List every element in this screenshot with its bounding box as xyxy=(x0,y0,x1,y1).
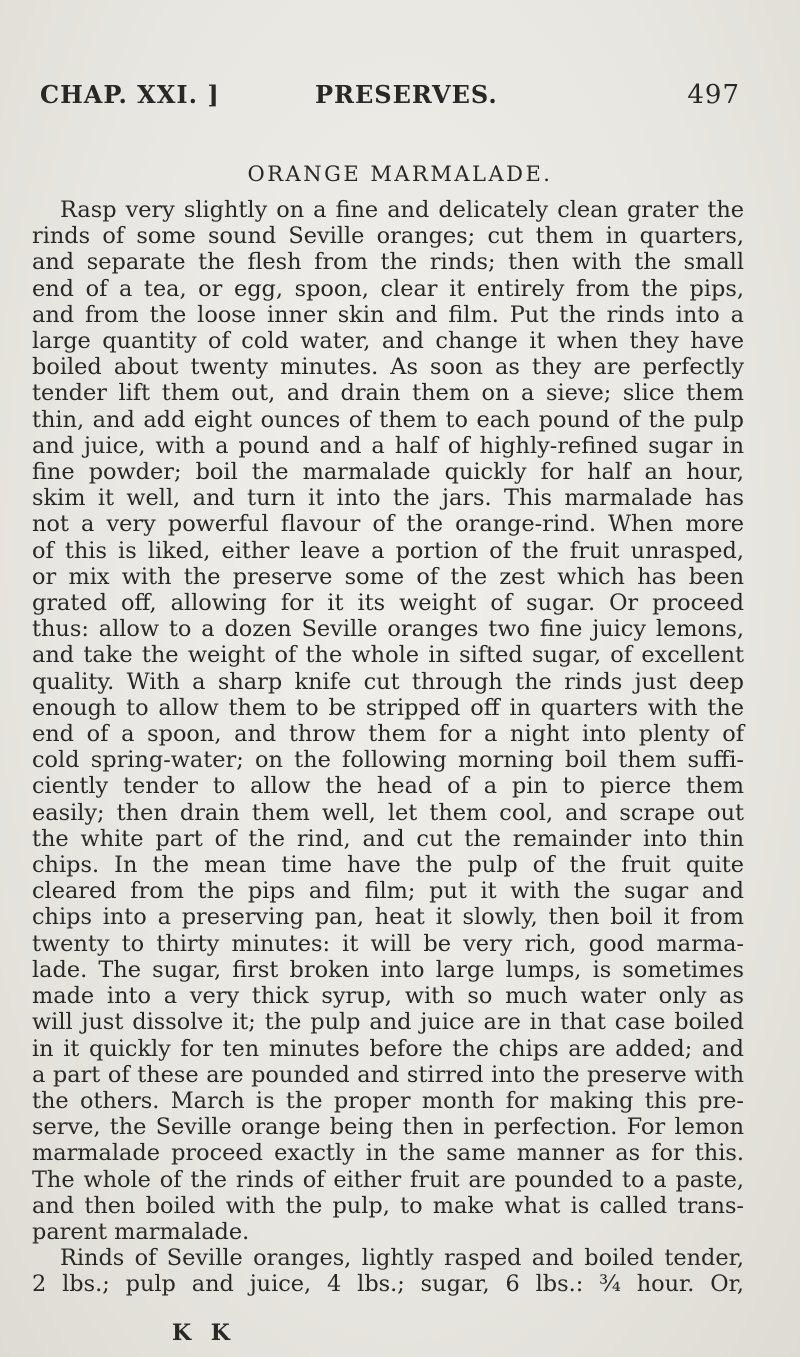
text-line: tender lift them out, and drain them on a sieve; slice them xyxy=(32,380,744,407)
text-line: will just dissolve it; the pulp and juice are in that case boiled xyxy=(32,1009,744,1036)
text-line: marmalade proceed exactly in the same manner as for this. xyxy=(32,1140,744,1167)
text-line: and take the weight of the whole in sifted sugar, of excellent xyxy=(32,642,744,669)
text-line: in it quickly for ten minutes before the chips are added; and xyxy=(32,1035,744,1062)
text-line: chips. In the mean time have the pulp of the fruit quite xyxy=(32,852,744,879)
text-line: fine powder; boil the marmalade quickly for half an hour, xyxy=(32,459,744,486)
text-line: parent marmalade. xyxy=(32,1218,250,1245)
text-line: end of a spoon, and throw them for a night into plenty of xyxy=(32,721,744,748)
section-heading: PRESERVES. xyxy=(315,80,498,109)
text-line: boiled about twenty minutes. As soon as they are perfectly xyxy=(32,354,744,381)
text-line: lade. The sugar, first broken into large lumps, is sometimes xyxy=(32,956,744,983)
text-line: 2 lbs.; pulp and juice, 4 lbs.; sugar, 6 lbs.: ¾ hour. Or, xyxy=(32,1271,744,1298)
signature-mark: K K xyxy=(172,1320,236,1346)
text-line: grated off, allowing for it its weight of sugar. Or proceed xyxy=(32,590,744,617)
page-number: 497 xyxy=(687,80,740,110)
text-line: the white part of the rind, and cut the remainder into thin xyxy=(32,825,744,852)
text-line: twenty to thirty minutes: it will be very rich, good marma- xyxy=(32,930,744,957)
text-line: The whole of the rinds of either fruit are pounded to a paste, xyxy=(32,1166,744,1193)
text-line: rinds of some sound Seville oranges; cut them in quarters, xyxy=(32,223,744,250)
text-line: made into a very thick syrup, with so much water only as xyxy=(32,983,744,1010)
text-line: not a very powerful flavour of the orange-rind. When more xyxy=(32,511,744,538)
text-line: a part of these are pounded and stirred into the preserve with xyxy=(32,1061,744,1088)
text-line: and separate the flesh from the rinds; then with the small xyxy=(32,249,744,276)
recipe-body xyxy=(32,197,744,1298)
recipe-title: ORANGE MARMALADE. xyxy=(247,162,553,186)
text-line: skim it well, and turn it into the jars. This marmalade has xyxy=(32,485,744,512)
text-line: or mix with the preserve some of the zest which has been xyxy=(32,563,744,590)
chapter-heading: CHAP. XXI. ] xyxy=(40,80,220,109)
text-line: Rasp very slightly on a fine and delicately clean grater the xyxy=(60,197,744,223)
text-line: ciently tender to allow the head of a pin to pierce them xyxy=(32,773,744,800)
text-line: serve, the Seville orange being then in perfection. For lemon xyxy=(32,1114,744,1141)
text-line: easily; then drain them well, let them cool, and scrape out xyxy=(32,799,744,826)
text-line: and from the loose inner skin and film. Put the rinds into a xyxy=(32,301,744,328)
text-line: and then boiled with the pulp, to make what is called trans- xyxy=(32,1192,744,1219)
text-line: of this is liked, either leave a portion of the fruit unrasped, xyxy=(32,537,744,564)
running-head xyxy=(40,80,755,114)
text-line: cold spring-water; on the following morning boil them suffi- xyxy=(32,747,744,774)
text-line: the others. March is the proper month for making this pre- xyxy=(32,1087,744,1114)
text-line: thus: allow to a dozen Seville oranges two fine juicy lemons, xyxy=(32,616,744,643)
text-line: quality. With a sharp knife cut through the rinds just deep xyxy=(32,668,744,695)
text-line: cleared from the pips and film; put it with the sugar and xyxy=(32,878,744,905)
text-line: Rinds of Seville oranges, lightly rasped and boiled tender, xyxy=(60,1245,744,1272)
text-line: chips into a preserving pan, heat it slowly, then boil it from xyxy=(32,904,744,931)
text-line: and juice, with a pound and a half of highly-refined sugar in xyxy=(32,432,744,459)
text-line: thin, and add eight ounces of them to each pound of the pulp xyxy=(32,406,744,433)
text-line: large quantity of cold water, and change it when they have xyxy=(32,328,744,355)
text-line: end of a tea, or egg, spoon, clear it entirely from the pips, xyxy=(32,275,744,302)
text-line: enough to allow them to be stripped off in quarters with the xyxy=(32,694,744,721)
